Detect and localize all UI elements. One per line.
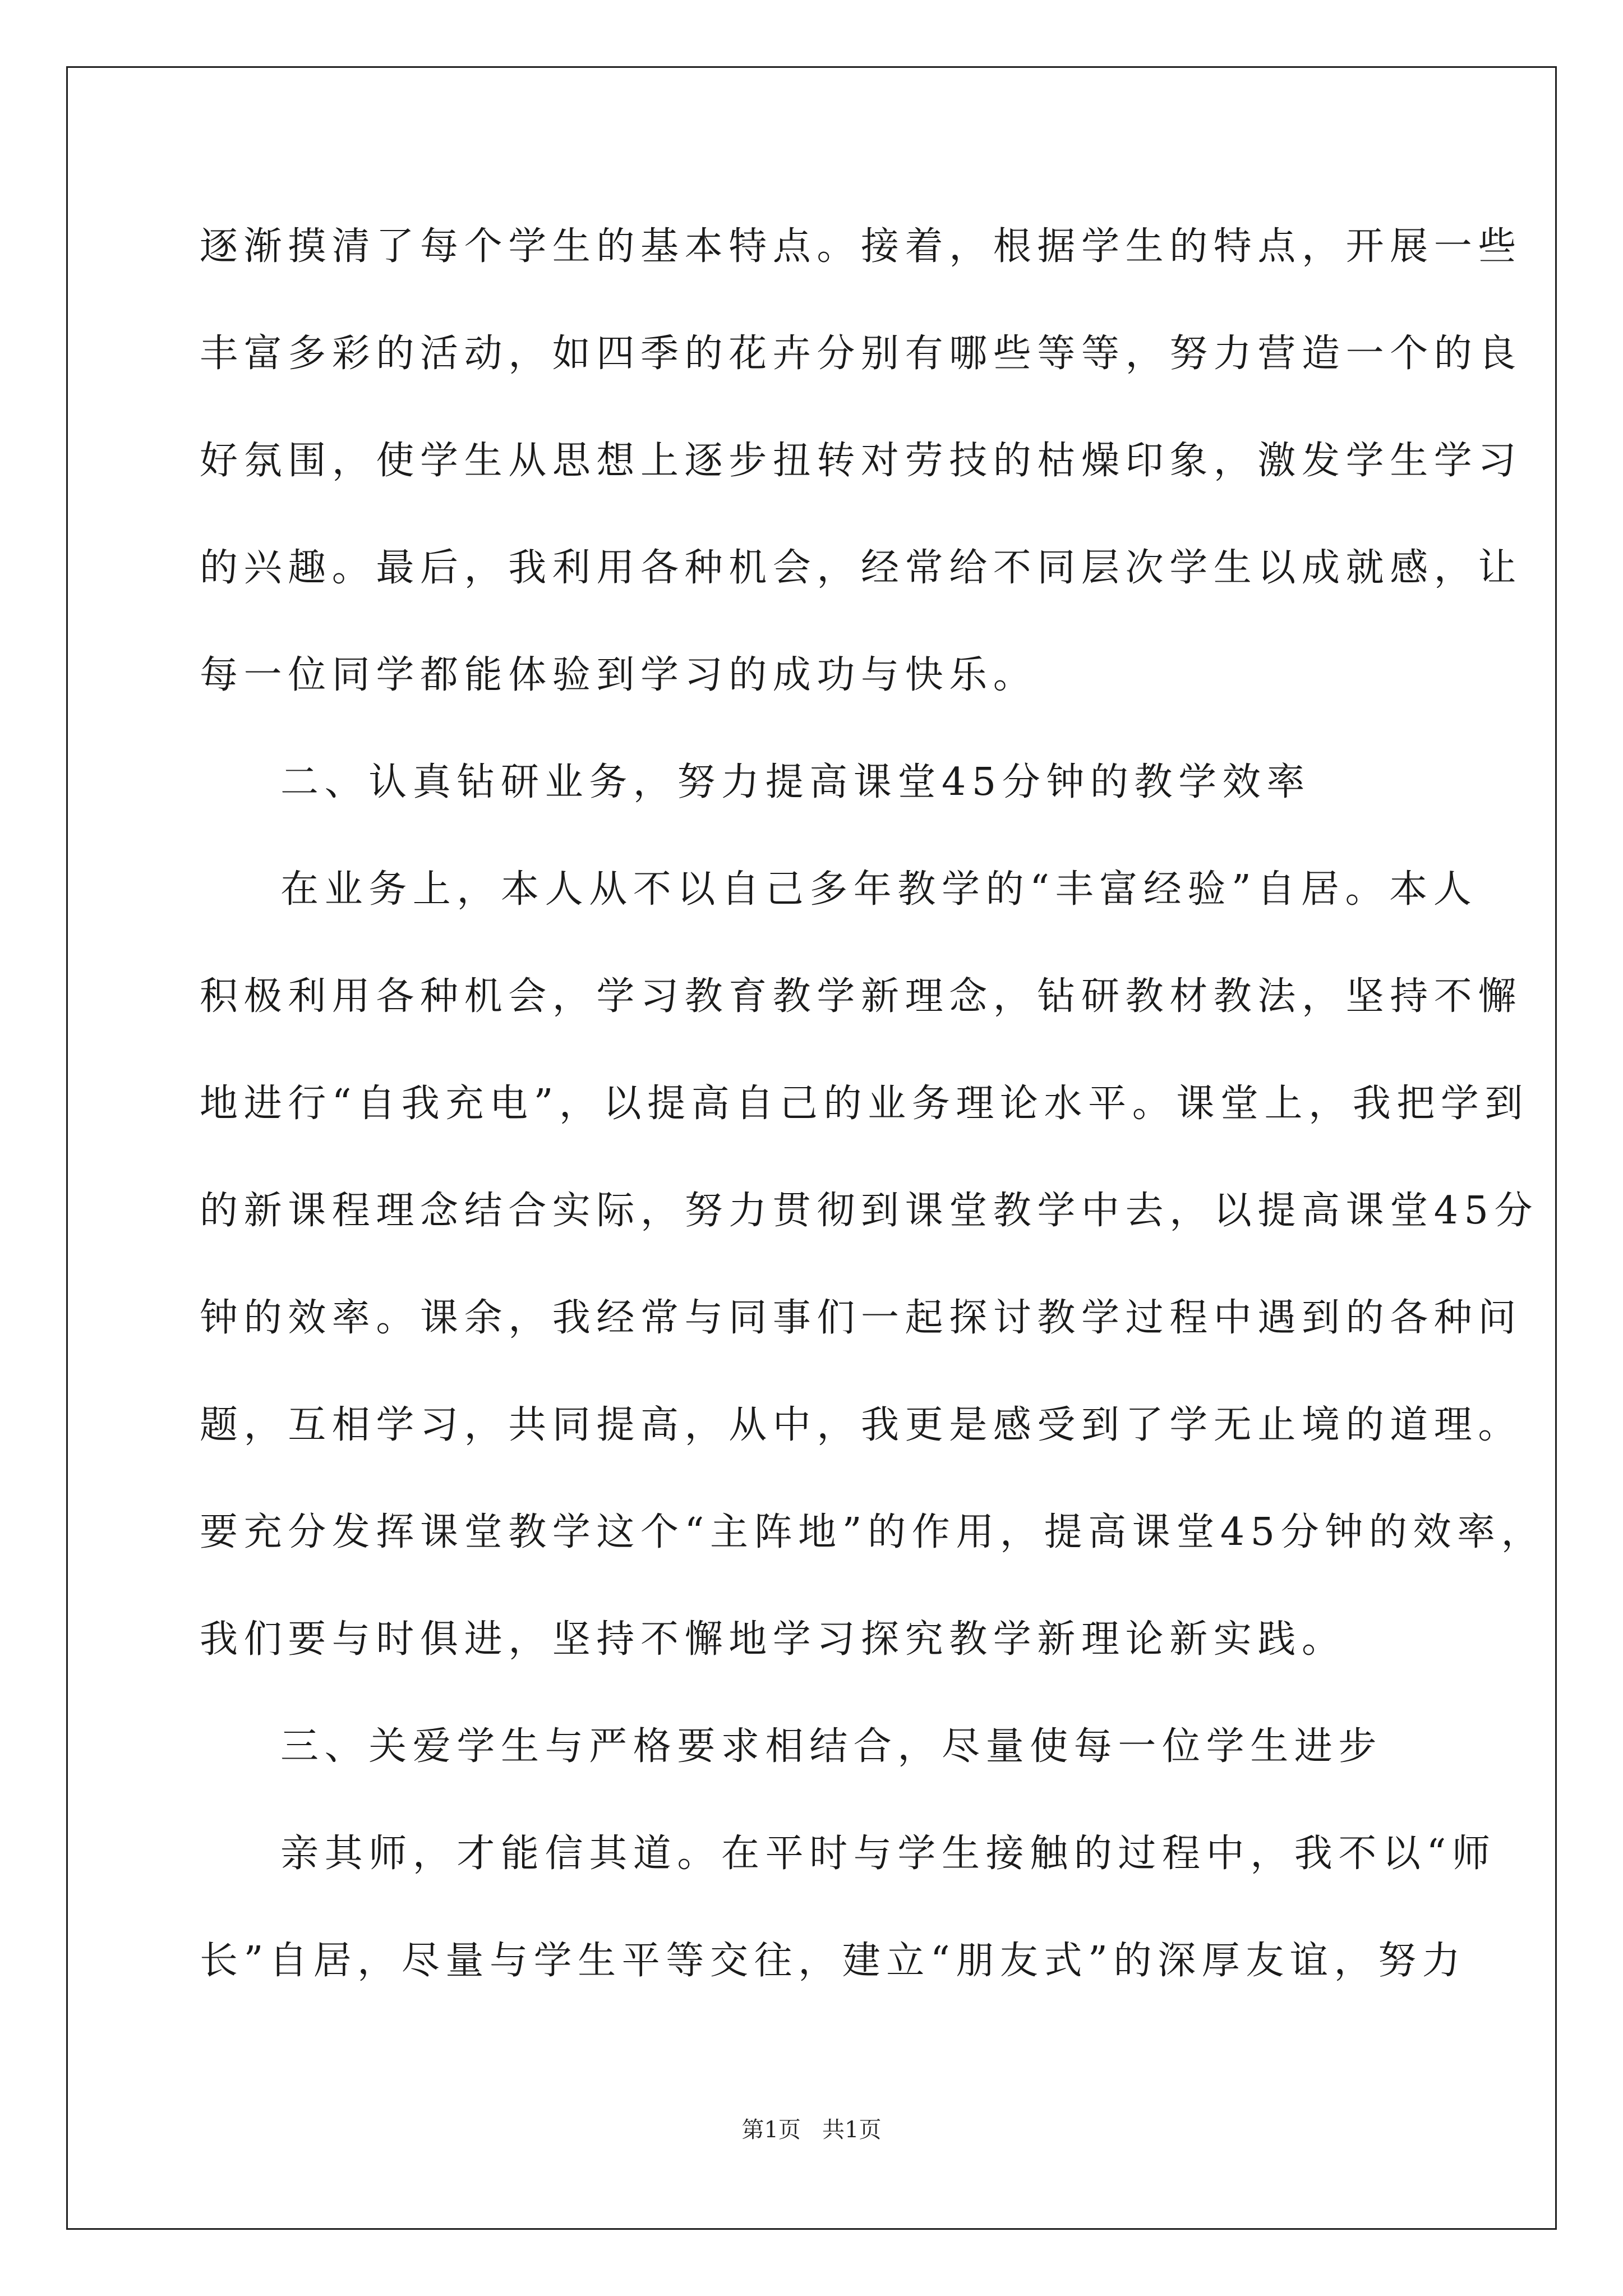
body-line: 地进行“自我充电”，以提高自己的业务理论水平。课堂上，我把学到 bbox=[200, 1082, 1529, 1126]
body-line: 亲其师，才能信其道。在平时与学生接触的过程中，我不以“师 bbox=[280, 1832, 1496, 1876]
body-line: 的兴趣。最后，我利用各种机会，经常给不同层次学生以成就感，让 bbox=[200, 546, 1523, 590]
body-line: 好氛围，使学生从思想上逐步扭转对劳技的枯燥印象，激发学生学习 bbox=[200, 439, 1523, 483]
body-line: 每一位同学都能体验到学习的成功与快乐。 bbox=[200, 653, 1038, 697]
body-line: 要充分发挥课堂教学这个“主阵地”的作用，提高课堂45分钟的效率， bbox=[200, 1510, 1546, 1554]
body-line: 在业务上，本人从不以自己多年教学的“丰富经验”自居。本人 bbox=[280, 867, 1478, 912]
body-line: 的新课程理念结合实际，努力贯彻到课堂教学中去，以提高课堂45分 bbox=[200, 1189, 1539, 1233]
page-number-footer: 第1页 共1页 bbox=[741, 2117, 882, 2143]
body-line: 钟的效率。课余，我经常与同事们一起探讨教学过程中遇到的各种问 bbox=[200, 1296, 1523, 1340]
page-border bbox=[66, 66, 1557, 2230]
body-line: 我们要与时俱进，坚持不懈地学习探究教学新理论新实践。 bbox=[200, 1617, 1346, 1662]
body-line: 长”自居，尽量与学生平等交往，建立“朋友式”的深厚友谊，努力 bbox=[200, 1939, 1467, 1983]
body-line: 积极利用各种机会，学习教育教学新理念，钻研教材教法，坚持不懈 bbox=[200, 974, 1523, 1019]
body-line: 题，互相学习，共同提高，从中，我更是感受到了学无止境的道理。 bbox=[200, 1403, 1523, 1447]
body-line: 逐渐摸清了每个学生的基本特点。接着，根据学生的特点，开展一些 bbox=[200, 224, 1523, 269]
body-line: 丰富多彩的活动，如四季的花卉分别有哪些等等，努力营造一个的良 bbox=[200, 332, 1523, 376]
section-heading: 二、认真钻研业务，努力提高课堂45分钟的教学效率 bbox=[280, 760, 1311, 804]
section-heading: 三、关爱学生与严格要求相结合，尽量使每一位学生进步 bbox=[280, 1724, 1383, 1769]
